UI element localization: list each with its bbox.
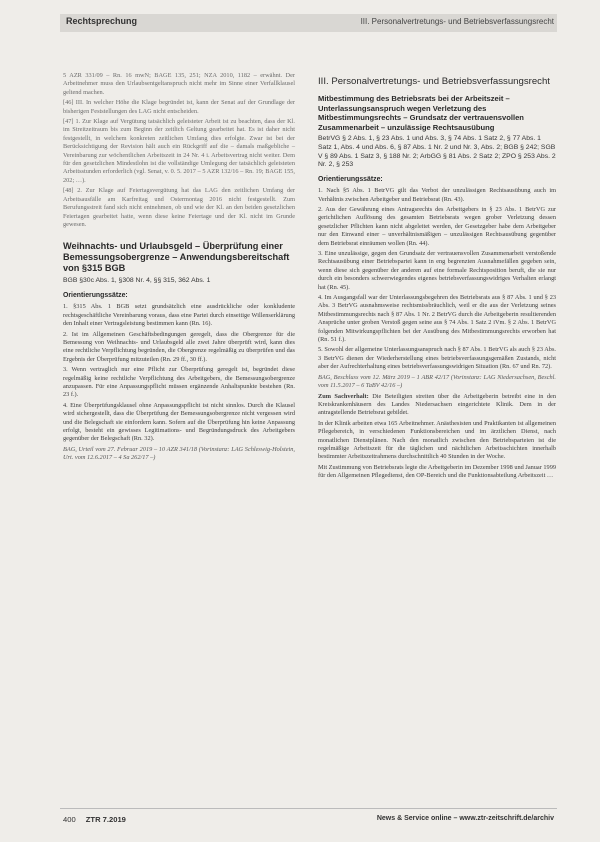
orientation-item: 1. Nach §5 Abs. 1 BetrVG gilt das Verbot der unzulässigen Rechtsausübung auch im Verhältnis zwischen Arbeitgeber und Betriebsrat (Rn. 43). — [318, 187, 556, 203]
orientation-item: 3. Wenn vertraglich nur eine Pflicht zur Überprüfung geregelt ist, begründet diese regelmäßig keine rechtliche Verpflichtung des Arbeitgebers, die Bemessungsobergrenze anzupassen. Für eine Anpassungspflicht müssen ergänzende Anhaltspunkte bestehen (Rn. 23 f.). — [63, 366, 295, 399]
sachverhalt-label: Zum Sachverhalt: — [318, 392, 369, 400]
norms: BetrVG § 2 Abs. 1, § 23 Abs. 1 und Abs. 3, § 74 Abs. 1 Satz 2, § 77 Abs. 1 Satz 1, Abs. 4 und Abs. 6, § 87 Abs. 1 Nr. 2 und Nr. 3, Abs. 2; BGB § 242; SGB V § 89 Abs. 1 Satz 3, § 188 Nr. 2; ArbGG § 81 Abs. 2 Satz 2; ZPO § 253 Abs. 2 Nr. 2, § 253 — [318, 135, 556, 169]
orientation-item: 2. Ist im Allgemeinen Geschäftsbedingungen geregelt, dass die Obergrenze für die Bemessung von Weihnachts- und Urlaubsgeld alle zwei Jahre überprüft wird, kann dies eine rechtliche Verpflichtung begründen, die Obergrenze regelmäßig zu überprüfen und das Ergebnis der Überprüfung mitzuteilen (Rn. 29 ff., 30 ff.). — [63, 330, 295, 363]
orientation-label: Orientierungssätze: — [318, 175, 383, 183]
page-number: 400 — [63, 815, 76, 824]
body-paragraph: In der Klinik arbeiten etwa 165 Arbeitnehmer. Anästhesisten und Praktikanten ist allgemeinen Pflegebereich, in verschiedenen Funktionsbereichen und im ärztlichen Dienst, nach monatlichen Dienstplänen. Nach den monatlich zwischen den Betriebsparteien ist die regelmäßige Arbeitszeit für die täglichen und nächtlichen Arbeitsschichten innerhalb bestimmter Arbeitszeitrahmens durchschnittlich 40 Stunden in der Woche. — [318, 419, 556, 461]
body-paragraph: Mit Zustimmung von Betriebsrats legte die Arbeitgeberin im Dezember 1998 und Januar 1999 für den Allgemeinen Pflegedienst, den OP-Bereich und die Funktionsabteilung Arbeitszeit … — [318, 463, 556, 480]
orientation-item: 1. §315 Abs. 1 BGB setzt grundsätzlich eine ausdrückliche oder konkludente rechtsgeschäftliche Vereinbarung voraus, dass eine Partei durch einseitige Willenserklärung den Inhalt einer Vertragsleistung bestimmen kann (Rn. 16). — [63, 303, 295, 328]
footer-rule — [60, 808, 557, 809]
norms: BGB §30c Abs. 1, §308 Nr. 4, §§ 315, 362 Abs. 1 — [63, 277, 211, 285]
header-section-label: Rechtsprechung — [66, 16, 138, 26]
section-title: Weihnachts- und Urlaubsgeld – Überprüfung einer Bemessungsobergrenze – Anwendungsbereitschaft von §315 BGB — [63, 241, 290, 274]
sachverhalt-paragraph — [318, 393, 556, 418]
journal-label: ZTR 7.2019 — [85, 815, 126, 824]
intro-paragraph: [47] 1. Zur Klage auf Vergütung tatsächlich geleisteter Arbeit ist zu beachten, dass der Kl. im Streitzeitraum bis zum Beginn der zeitlich Geltung gearbeitet hat. Es ist daher nicht festgestellt, in welchem konkreten zeitlichen Umfang dies erfolgte. Zwar ist bei der Berücksichtigung der Revision hält auch ein Rückgriff auf die – damals maßgebliche – Vereinbarung zur wöchentlichen Arbeitszeit in 24 Nr. 4 i. Arbeitsvertrag nicht weiter. Dem für den gesetzlichen Mindestlohn ist die vollständige Umlegung der tatsächlich geleisteten Arbeitsstunden erforderlich (vgl. Senat, v. 0. 5. 2017 – 5 AZR 132/16 – Rn. 19; BAGE 155, 202; …). — [63, 118, 295, 184]
orientation-item: 2. Aus der Gewährung eines Antragsrechts des Arbeitgebers in § 23 Abs. 1 BetrVG zur gerichtlichen Auflösung des gesamten Betriebsrats wegen grober Verletzung dessen gesetzlicher Pflichten kann nicht abgeleitet werden, der Gesetzgeber habe dem Arbeitgeber nur den Einwand einer – unverhältnismäßigen – unzulässigen Rechtsausübung gegenüber dem Betriebsrat einräumen wollen (Rn. 44). — [318, 205, 556, 247]
section-title: III. Personalvertretungs- und Betriebsverfassungsrecht — [318, 76, 550, 87]
footer-left — [63, 815, 126, 824]
citation: BAG, Urteil vom 27. Februar 2019 – 10 AZR 341/18 (Vorinstanz: LAG Schleswig-Holstein, Urt. vom 12.6.2017 – 4 Sa 262/17 –) — [63, 445, 295, 462]
orientation-item: 4. Im Ausgangsfall war der Unterlassungsbegehren des Betriebsrats aus § 87 Abs. 1 und § 23 Abs. 3 BetrVG ausnahmsweise rechtsmissbräuchlich, weil er die aus der Verletzung seines Mitbestimmungsrechts nach § 87 Abs. 1 Nr. 2 BetrVG durch die Arbeitgeberin resultierenden Ansprüche unter groben Verstoß gegen seine aus § 74 Abs. 1 Satz 2 iVm. § 2 Abs. 1 BetrVG folgenden Mitwirkungspflichten bei der Ausübung des Mitbestimmungsrechts erworben hat (Rn. 51 f.). — [318, 294, 556, 344]
orientation-item: 5. Sowohl der allgemeine Unterlassungsanspruch nach § 87 Abs. 1 BetrVG als auch § 23 Abs. 3 BetrVG dienen der Wiederherstellung eines betriebsverfassungsgemäßen Zustands, nicht aber der Aufrechterhaltung eines betriebsverfassungswidrigen Situation (Rn. 67 und Rn. 72). — [318, 346, 556, 371]
intro-paragraph: 5 AZR 331/09 – Rn. 16 mwN; BAGE 135, 251; NZA 2010, 1182 – erwähnt. Der Arbeitnehmer muss den Urlaubsentgeltanspruch nicht mehr im Sinne einer Verfallklausel geltend machen. — [63, 72, 295, 96]
sachverhalt-text: Die Beteiligten streiten über die Arbeitgeberin betreibt eine in den Kreiskrankenhäusern des Landes Niedersachsen eingerichtete Klinik. Dem in der antragstellende Betriebsrat gebildet. — [318, 392, 556, 417]
orientation-item: 3. Eine unzulässige, gegen den Grundsatz der vertrauensvollen Zusammenarbeit verstoßende Rechtsausübung einer Betriebspartei kann in eng begrenzten Ausnahmefällen gegeben sein, wenn diese sich gegenüber der anderen auf eine formale Rechtsposition beruft, die sie nur durch ein besonders schwerwiegendes eigenes betriebsverfassungswidriges Verhalten erlangt hat (Rn. 45). — [318, 250, 556, 291]
orientation-label: Orientierungssätze: — [63, 291, 128, 299]
law-title: Mitbestimmung des Betriebsrats bei der Arbeitszeit – Unterlassungsanspruch wegen Verletzung des Mitbestimmungsrechts – Grundsatz der vertrauensvollen Zusammenarbeit – unzulässige Rechtsausübung — [318, 94, 524, 132]
left-column — [63, 72, 295, 465]
right-column — [318, 72, 556, 483]
orientation-item: 4. Eine Überprüfungsklausel ohne Anpassungspflicht ist nicht sinnlos. Durch die Klausel wird sichergestellt, dass die Überprüfung der Bemessungsobergrenze nicht vergessen wird und die Belegschaft sie einfordern kann. Sofern auf die Überprüfung hin keine Anpassung erfolgt, besteht ein gewisses Legitimations- und Begründungsdruck des Arbeitgebers gegenüber der Belegschaft (Rn. 32). — [63, 401, 295, 443]
intro-paragraph: [48] 2. Zur Klage auf Feiertagsvergütung hat das LAG den zeitlichen Umfang der Arbeitsausfälle am Karfreitag und Ostermontag 2016 nicht festgestellt. Zum Berufungsstreit fand sich nicht entnehmen, ob und wie der Kl. an den beiden gesetzlichen Feiertagen gearbeitet hatte, wenn diese keine Feiertage und der Kl. nicht im Grunde gewesen. — [63, 187, 295, 228]
footer-site: News & Service online – www.ztr-zeitschrift.de/archiv — [376, 815, 554, 822]
intro-paragraph: [46] III. In welcher Höhe die Klage begründet ist, kann der Senat auf der Grundlage der bisherigen Feststellungen des LAG nicht entscheiden. — [63, 99, 295, 115]
citation: BAG, Beschluss vom 12. März 2019 – 1 ABR 42/17 (Vorinstanz: LAG Niedersachsen, Beschl. vom 11.5.2017 – 6 TaBV 42/16 –) — [318, 373, 556, 390]
header-category-label: III. Personalvertretungs- und Betriebsverfassungsrecht — [360, 17, 554, 26]
